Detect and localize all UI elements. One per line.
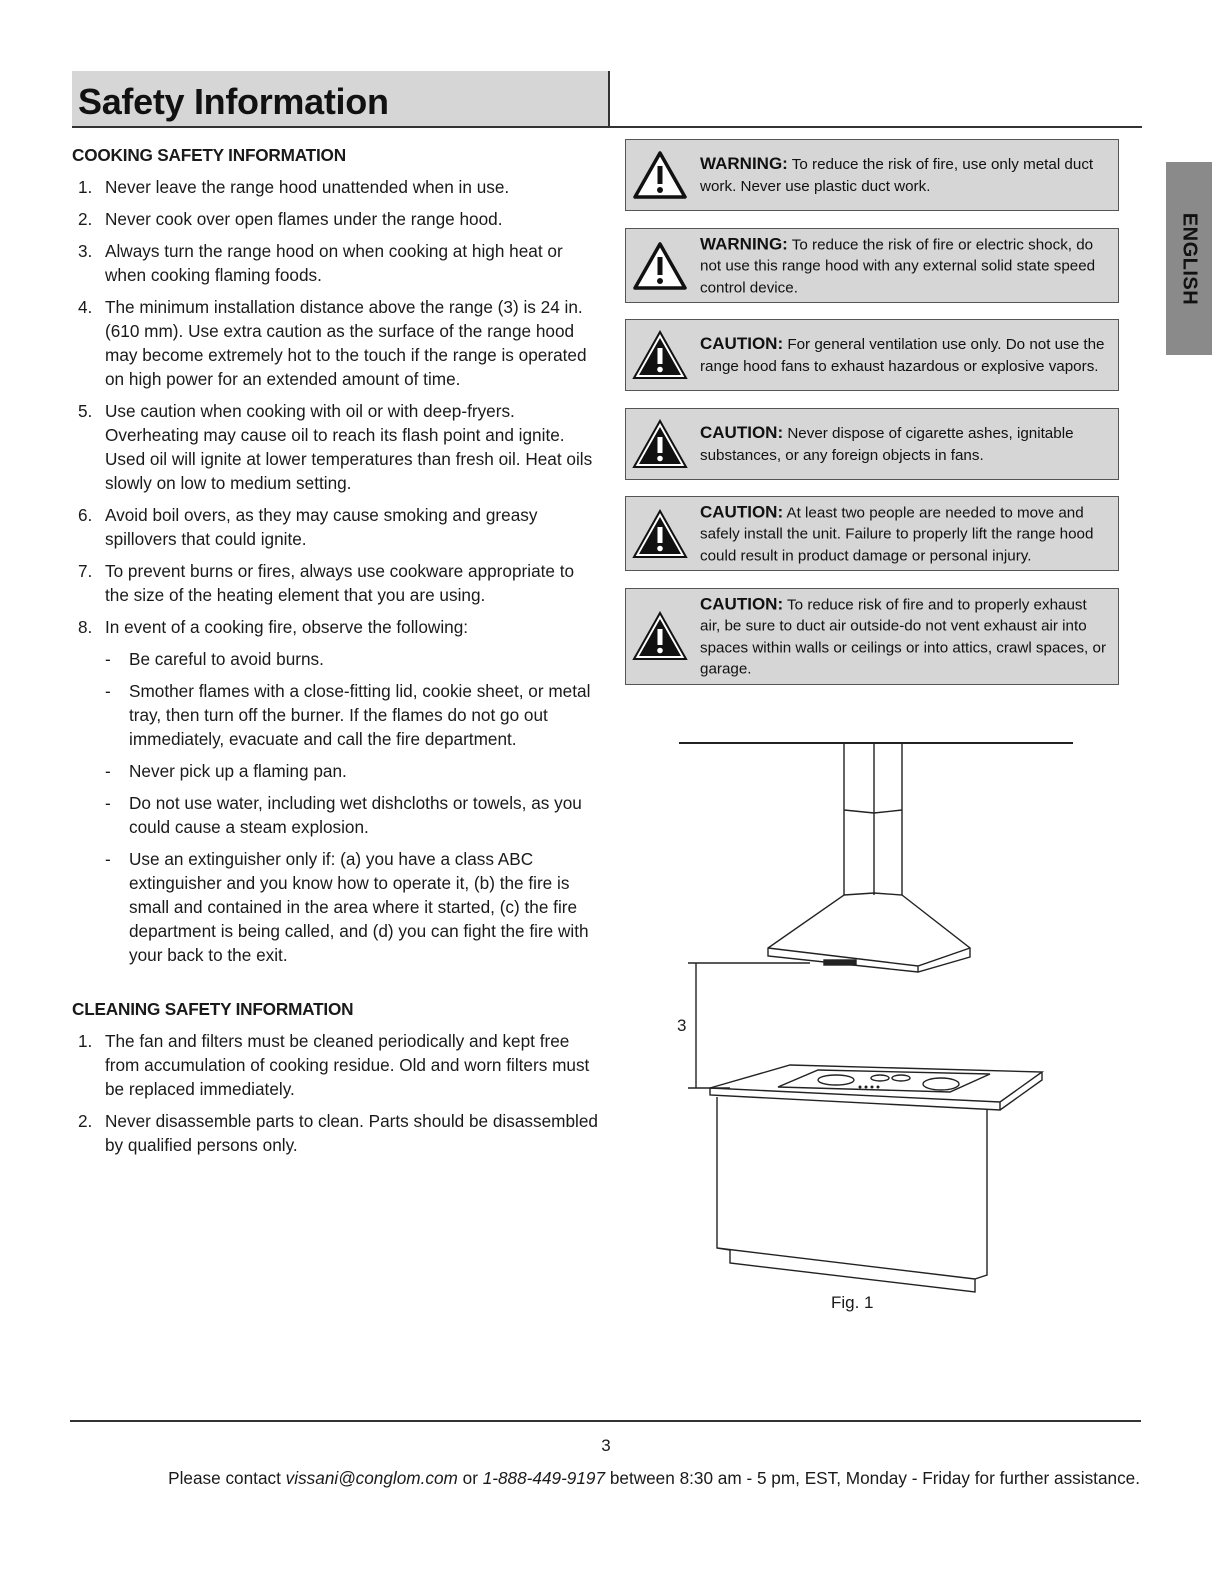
contact-or: or: [457, 1468, 483, 1488]
dash-marker: -: [105, 649, 111, 669]
item-text: To prevent burns or fires, always use cookware appropriate to the size of the heating element that you are using.: [105, 561, 575, 605]
caution-filled-icon: [632, 509, 688, 559]
dash-marker: -: [105, 849, 111, 869]
item-text: Never disassemble parts to clean. Parts should be disassembled by qualified persons only.: [105, 1111, 598, 1155]
page-number: 3: [601, 1436, 611, 1455]
sub-item-text: Do not use water, including wet dishcloths or towels, as you could cause a steam explosion.: [129, 793, 582, 837]
caution-box: [625, 408, 1119, 480]
notice-text: [700, 501, 1108, 567]
warning-outline-icon: [632, 150, 688, 200]
contact-email[interactable]: vissani@conglom.com: [285, 1468, 458, 1488]
item-number: 1.: [78, 1031, 93, 1051]
item-text: The fan and filters must be cleaned periodically and kept free from accumulation of cooking residue. Old and worn filters must be replaced immediately.: [105, 1031, 590, 1099]
item-number: 6.: [78, 505, 93, 525]
notice-body: Never dispose of cigarette ashes, ignitable substances, or any foreign objects in fans.: [700, 425, 1074, 464]
list-item: [72, 503, 602, 551]
sub-list-item: [105, 759, 602, 783]
sub-item-text: Never pick up a flaming pan.: [129, 761, 347, 781]
sub-list-item: [105, 791, 602, 839]
caution-box: [625, 319, 1119, 391]
cleaning-safety-heading: CLEANING SAFETY INFORMATION: [72, 999, 354, 1019]
page-title: Safety Information: [78, 81, 389, 122]
notice-text: [700, 333, 1108, 377]
cabinet: [717, 1097, 987, 1292]
contact-phone[interactable]: 1-888-449-9197: [482, 1468, 606, 1488]
safety-text-column: [72, 143, 602, 1165]
sub-list-item: [105, 847, 602, 967]
item-text: In event of a cooking fire, observe the following:: [105, 617, 469, 637]
notice-body: To reduce the risk of fire, use only metal duct work. Never use plastic duct work.: [700, 156, 1094, 195]
item-number: 3.: [78, 241, 93, 261]
cooking-safety-list: [72, 175, 602, 967]
item-text: Never cook over open flames under the range hood.: [105, 209, 503, 229]
item-text: Never leave the range hood unattended when in use.: [105, 177, 510, 197]
item-text: Use caution when cooking with oil or with deep-fryers. Overheating may cause oil to reach its flash point and ignite. Used oil will ignite at lower temperatures than fresh oil. Heat oils slowly on low to medium setting.: [105, 401, 593, 493]
notice-body: At least two people are needed to move and safely install the unit. Failure to properly lift the range hood could result in product damage or personal injury.: [700, 503, 1094, 564]
caution-filled-icon: [632, 611, 688, 661]
list-item: [72, 175, 602, 199]
cooking-safety-heading: COOKING SAFETY INFORMATION: [72, 145, 346, 165]
notice-text: [700, 422, 1108, 466]
warning-box: [625, 139, 1119, 211]
item-text: Avoid boil overs, as they may cause smoking and greasy spillovers that could ignite.: [105, 505, 538, 549]
contact-line: [168, 1468, 1140, 1489]
contact-suffix: between 8:30 am - 5 pm, EST, Monday - Friday for further assistance.: [605, 1468, 1140, 1488]
sub-item-text: Smother flames with a close-fitting lid, cookie sheet, or metal tray, then turn off the burner. If the flames do not go out immediately, evacuate and call the fire department.: [129, 681, 591, 749]
warning-outline-icon: [632, 241, 688, 291]
cleaning-safety-list: [72, 1029, 602, 1157]
list-item: [72, 207, 602, 231]
list-item: [72, 1109, 602, 1157]
notice-label: CAUTION:: [700, 594, 784, 613]
item-number: 2.: [78, 1111, 93, 1131]
figure-caption: Fig. 1: [831, 1293, 874, 1312]
chimney: [844, 744, 902, 895]
item-number: 2.: [78, 209, 93, 229]
dash-marker: -: [105, 793, 111, 813]
notice-text: [700, 593, 1108, 680]
notice-text: [700, 153, 1108, 197]
item-number: 5.: [78, 401, 93, 421]
notice-label: CAUTION:: [700, 423, 784, 442]
sub-list-item: [105, 679, 602, 751]
item-number: 8.: [78, 617, 93, 637]
list-item: [72, 1029, 602, 1101]
notice-label: WARNING:: [700, 154, 788, 173]
sub-item-text: Use an extinguisher only if: (a) you have a class ABC extinguisher and you know how to operate it, (b) the fire is small and contained in the area where it started, (c) the fire department is being called, and (d) you can fight the fire with your back to the exit.: [129, 849, 589, 965]
notice-label: CAUTION:: [700, 334, 784, 353]
language-tab-label: ENGLISH: [1178, 212, 1201, 305]
notice-body: For general ventilation use only. Do not use the range hood fans to exhaust hazardous or explosive vapors.: [700, 336, 1105, 375]
list-item: [72, 295, 602, 391]
notice-text: [700, 233, 1108, 299]
range-hood-installation-figure: [660, 730, 1100, 1330]
list-item: [72, 239, 602, 287]
list-item: [72, 399, 602, 495]
sub-list-item: [105, 647, 602, 671]
caution-box: [625, 496, 1119, 571]
item-number: 1.: [78, 177, 93, 197]
sub-item-text: Be careful to avoid burns.: [129, 649, 324, 669]
list-item: [72, 559, 602, 607]
header-divider: [72, 126, 1142, 128]
page-title-bar: [72, 71, 610, 127]
item-text: Always turn the range hood on when cooking at high heat or when cooking flaming foods.: [105, 241, 563, 285]
notice-body: To reduce risk of fire and to properly exhaust air, be sure to duct air outside-do not vent exhaust air into spaces within walls or ceilings or into attics, crawl spaces, or garage.: [700, 596, 1106, 678]
notice-label: CAUTION:: [700, 501, 784, 521]
item-number: 4.: [78, 297, 93, 317]
fire-steps-list: [105, 647, 602, 967]
footer-divider: [70, 1420, 1141, 1422]
dash-marker: -: [105, 681, 111, 701]
notice-label: WARNING:: [700, 233, 788, 253]
language-tab: [1166, 162, 1212, 355]
contact-prefix: Please contact: [168, 1468, 286, 1488]
warning-box: [625, 228, 1119, 303]
dash-marker: -: [105, 761, 111, 781]
item-number: 7.: [78, 561, 93, 581]
dimension-label: 3: [677, 1016, 687, 1035]
notice-body: To reduce the risk of fire or electric shock, do not use this range hood with any external solid state speed control device.: [700, 235, 1096, 296]
dimension-line: [688, 963, 810, 1088]
item-text: The minimum installation distance above the range (3) is 24 in. (610 mm). Use extra caution as the surface of the range hood may become extremely hot to the touch if the range is operated on high power for an extended amount of time.: [105, 297, 587, 389]
list-item: [72, 615, 602, 967]
caution-filled-icon: [632, 419, 688, 469]
caution-filled-icon: [632, 330, 688, 380]
caution-box: [625, 588, 1119, 685]
hood-control-panel: [824, 960, 856, 965]
